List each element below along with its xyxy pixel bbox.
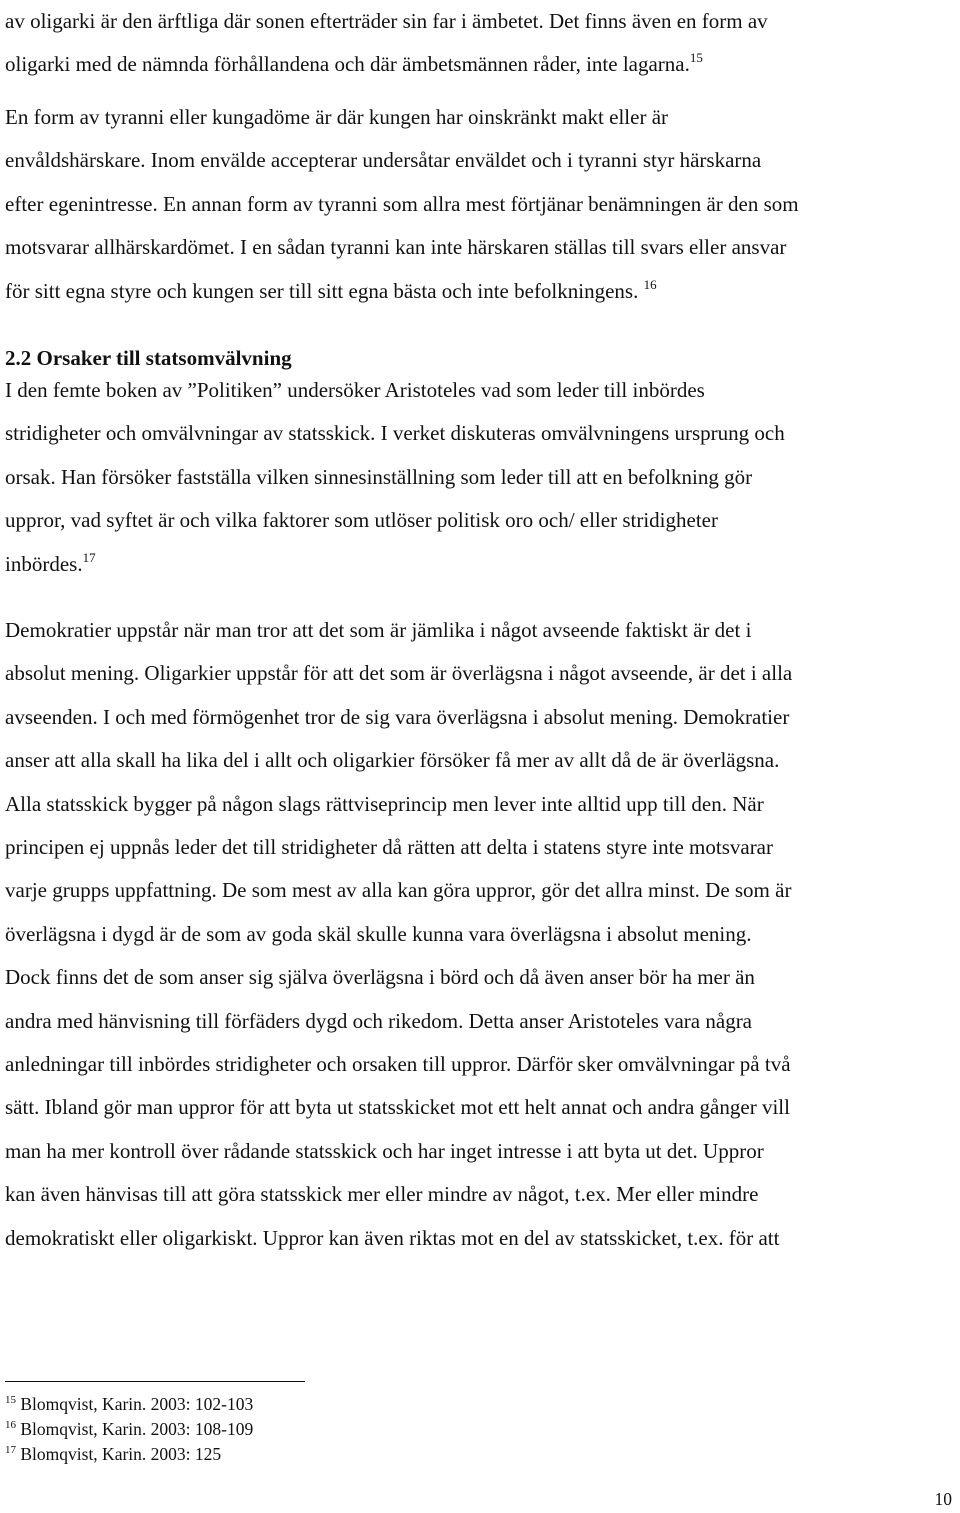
footnote-text: Blomqvist, Karin. 2003: 102-103 bbox=[20, 1394, 254, 1414]
footnotes bbox=[5, 1392, 253, 1467]
text-line-content: oligarki med de nämnda förhållandena och där ämbetsmännen råder, inte lagarna. bbox=[5, 52, 690, 77]
footnote-separator bbox=[5, 1381, 305, 1382]
text-line bbox=[5, 43, 955, 86]
footnote-number: 15 bbox=[5, 1394, 16, 1406]
footnote-number: 17 bbox=[5, 1444, 16, 1456]
text-line: sätt. Ibland gör man uppror för att byta ut statsskicket mot ett helt annat och andra gånger vill bbox=[5, 1095, 790, 1120]
text-line: orsak. Han försöker fastställa vilken sinnesinställning som leder till att en befolkning gör bbox=[5, 464, 753, 489]
text-line-content: inbördes. bbox=[5, 551, 83, 576]
footnote-ref: 17 bbox=[82, 549, 96, 565]
footnote bbox=[5, 1442, 253, 1467]
text-line: absolut mening. Oligarkier uppstår för att det som är överlägsna i något avseende, är det i alla bbox=[5, 661, 793, 686]
text-line: demokratiskt eller oligarkiskt. Uppror kan även riktas mot en del av statsskicket, t.ex. för att bbox=[5, 1225, 780, 1250]
footnote-ref: 16 bbox=[643, 276, 657, 292]
text-line bbox=[5, 543, 955, 586]
page-number: 10 bbox=[934, 1489, 952, 1509]
section-heading: 2.2 Orsaker till statsomvälvning bbox=[5, 346, 292, 370]
text-line-content: för sitt egna styre och kungen ser till sitt egna bästa och inte befolkningens. bbox=[5, 278, 639, 303]
paragraph-revolution-causes bbox=[5, 369, 955, 586]
text-line: I den femte boken av ”Politiken” undersöker Aristoteles vad som leder till inbördes bbox=[5, 378, 705, 402]
text-line: uppror, vad syftet är och vilka faktorer som utlöser politisk oro och/ eller stridigheter bbox=[5, 508, 718, 533]
footnote-text: Blomqvist, Karin. 2003: 108-109 bbox=[20, 1419, 254, 1439]
footnote-text: Blomqvist, Karin. 2003: 125 bbox=[20, 1444, 222, 1464]
text-line: avseenden. I och med förmögenhet tror de sig vara överlägsna i absolut mening. Demokratier bbox=[5, 704, 790, 729]
text-line: principen ej uppnås leder det till stridigheter då rätten att delta i statens styre inte motsvarar bbox=[5, 835, 773, 860]
footnote bbox=[5, 1392, 253, 1417]
text-line: anledningar till inbördes stridigheter och orsaken till uppror. Därför sker omvälvningar på två bbox=[5, 1052, 791, 1077]
text-line: anser att alla skall ha lika del i allt och oligarkier försöker få mer av allt då de är överlägsna. bbox=[5, 748, 780, 773]
paragraph-tyranny bbox=[5, 96, 955, 313]
footnote bbox=[5, 1417, 253, 1442]
text-line: av oligarki är den ärftliga där sonen efterträder sin far i ämbetet. Det finns även en form av bbox=[5, 9, 768, 33]
footnote-number: 16 bbox=[5, 1419, 16, 1431]
text-line: varje grupps uppfattning. De som mest av alla kan göra uppror, gör det allra minst. De som är bbox=[5, 878, 792, 903]
text-line: Demokratier uppstår när man tror att det som är jämlika i något avseende faktiskt är det i bbox=[5, 618, 752, 642]
text-line: stridigheter och omvälvningar av statsskick. I verket diskuteras omvälvningens ursprung och bbox=[5, 421, 785, 446]
paragraph-democracy-oligarchy bbox=[5, 609, 955, 1260]
text-line: envåldshärskare. Inom envälde accepterar undersåtar enväldet och i tyranni styr härskarna bbox=[5, 148, 762, 173]
text-line: motsvarar allhärskardömet. I en sådan tyranni kan inte härskaren ställas till svars eller ansvar bbox=[5, 235, 787, 260]
text-line: andra med hänvisning till förfäders dygd och rikedom. Detta anser Aristoteles vara några bbox=[5, 1008, 753, 1033]
text-line: man ha mer kontroll över rådande statsskick och har inget intresse i att byta ut det. Uppror bbox=[5, 1138, 764, 1163]
text-line: överlägsna i dygd är de som av goda skäl skulle kunna vara överlägsna i absolut mening. bbox=[5, 921, 752, 946]
text-line: Dock finns det de som anser sig själva överlägsna i börd och då även anser bör ha mer än bbox=[5, 965, 755, 990]
text-line: En form av tyranni eller kungadöme är där kungen har oinskränkt makt eller är bbox=[5, 105, 669, 129]
paragraph-oligarchy bbox=[5, 0, 955, 87]
text-line: Alla statsskick bygger på någon slags rättviseprincip men lever inte alltid upp till den. När bbox=[5, 791, 764, 816]
footnote-ref: 15 bbox=[689, 50, 703, 66]
text-line: efter egenintresse. En annan form av tyranni som allra mest förtjänar benämningen är den som bbox=[5, 191, 799, 216]
text-line bbox=[5, 270, 955, 313]
text-line: kan även hänvisas till att göra statsskick mer eller mindre av något, t.ex. Mer eller mindre bbox=[5, 1182, 759, 1207]
